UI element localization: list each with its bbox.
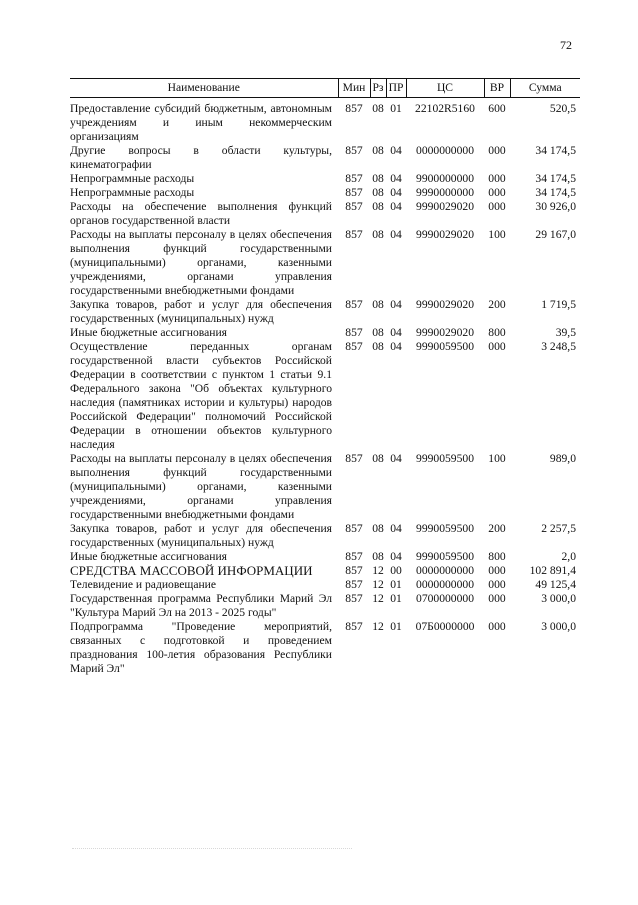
cell-vr: 100 — [488, 452, 506, 465]
section-row — [70, 564, 580, 578]
header-rz: Рз — [370, 79, 386, 98]
cell-rz: 12 — [372, 592, 384, 605]
cell-name: Иные бюджетные ассигнования — [70, 550, 227, 563]
cell-name: Подпрограмма "Проведение мероприятий, связанных с подготовкой и проведением празднования 100-летия образования Республики Марий Эл" — [70, 620, 332, 675]
cell-name: Расходы на выплаты персоналу в целях обеспечения выполнения функций государственными (муниципальными) органами, казенными учреждениями, органами управления государственными внебюджетными фондами — [70, 228, 332, 297]
cell-sum: 29 167,0 — [535, 228, 576, 241]
cell-sum: 3 248,5 — [541, 340, 576, 353]
cell-vr: 100 — [488, 228, 506, 241]
cell-vr: 000 — [488, 578, 506, 591]
header-sum: Сумма — [510, 79, 580, 98]
cell-min: 857 — [345, 172, 363, 185]
table-row — [70, 522, 580, 550]
cell-pr: 00 — [390, 564, 402, 577]
cell-min: 857 — [345, 144, 363, 157]
cell-min: 857 — [345, 620, 363, 633]
table-row — [70, 550, 580, 564]
cell-sum: 49 125,4 — [535, 578, 576, 591]
cell-pr: 04 — [390, 172, 402, 185]
cell-rz: 08 — [372, 326, 384, 339]
cell-vr: 200 — [488, 522, 506, 535]
table-row — [70, 98, 580, 145]
cell-cs: 0000000000 — [416, 144, 474, 157]
cell-name: Расходы на выплаты персоналу в целях обеспечения выполнения функций государственными (муниципальными) органами, казенными учреждениями, органами управления государственными внебюджетными фондами — [70, 452, 332, 521]
header-name: Наименование — [70, 79, 338, 98]
cell-vr: 000 — [488, 200, 506, 213]
cell-cs: 22102R5160 — [415, 102, 475, 115]
cell-cs: 9990059500 — [416, 452, 474, 465]
cell-name: Телевидение и радиовещание — [70, 578, 217, 591]
cell-sum: 34 174,5 — [535, 172, 576, 185]
cell-sum: 989,0 — [549, 452, 576, 465]
cell-name: СРЕДСТВА МАССОВОЙ ИНФОРМАЦИИ — [70, 563, 313, 578]
cell-min: 857 — [345, 186, 363, 199]
budget-table — [70, 78, 580, 676]
cell-pr: 04 — [390, 228, 402, 241]
cell-vr: 000 — [488, 592, 506, 605]
cell-cs: 07Б0000000 — [415, 620, 475, 633]
header-vr: ВР — [484, 79, 510, 98]
cell-cs: 9990029020 — [416, 228, 474, 241]
table-row — [70, 452, 580, 522]
cell-min: 857 — [345, 550, 363, 563]
cell-sum: 34 174,5 — [535, 144, 576, 157]
cell-min: 857 — [345, 326, 363, 339]
cell-min: 857 — [345, 102, 363, 115]
cell-min: 857 — [345, 200, 363, 213]
cell-rz: 08 — [372, 200, 384, 213]
cell-rz: 08 — [372, 452, 384, 465]
table-row — [70, 298, 580, 326]
page-number: 72 — [560, 38, 572, 52]
cell-vr: 000 — [488, 144, 506, 157]
cell-vr: 600 — [488, 102, 506, 115]
cell-name: Осуществление переданных органам государственной власти субъектов Российской Федерации в соответствии с пунктом 1 статьи 9.1 Федерального закона "Об объектах культурного наследия (памятниках истории и культуры) народов Российской Федерации" полномочий Российской Федерации в отношении объектов культурного наследия — [70, 340, 332, 451]
cell-rz: 08 — [372, 550, 384, 563]
cell-name: Государственная программа Республики Марий Эл "Культура Марий Эл на 2013 - 2025 годы" — [70, 592, 332, 619]
table-row — [70, 144, 580, 172]
cell-min: 857 — [345, 340, 363, 353]
cell-min: 857 — [345, 522, 363, 535]
cell-pr: 04 — [390, 550, 402, 563]
cell-cs: 0000000000 — [416, 578, 474, 591]
cell-rz: 08 — [372, 340, 384, 353]
cell-vr: 000 — [488, 564, 506, 577]
header-cs: ЦС — [406, 79, 484, 98]
cell-name: Предоставление субсидий бюджетным, автономным учреждениям и иным некоммерческим организациям — [70, 102, 332, 143]
table-header — [70, 79, 580, 98]
cell-vr: 000 — [488, 172, 506, 185]
header-pr: ПР — [386, 79, 406, 98]
cell-pr: 04 — [390, 186, 402, 199]
cell-vr: 800 — [488, 550, 506, 563]
table-row — [70, 186, 580, 200]
cell-vr: 000 — [488, 620, 506, 633]
cell-rz: 08 — [372, 186, 384, 199]
table-row — [70, 578, 580, 592]
cell-cs: 0700000000 — [416, 592, 474, 605]
table-row — [70, 172, 580, 186]
table-body — [70, 98, 580, 677]
cell-sum: 2 257,5 — [541, 522, 576, 535]
cell-rz: 08 — [372, 298, 384, 311]
cell-cs: 9990059500 — [416, 522, 474, 535]
cell-pr: 04 — [390, 340, 402, 353]
cell-sum: 3 000,0 — [541, 620, 576, 633]
cell-sum: 39,5 — [555, 326, 576, 339]
cell-pr: 04 — [390, 298, 402, 311]
cell-pr: 04 — [390, 326, 402, 339]
cell-pr: 04 — [390, 452, 402, 465]
cell-sum: 520,5 — [549, 102, 576, 115]
cell-min: 857 — [345, 578, 363, 591]
cell-rz: 08 — [372, 102, 384, 115]
cell-pr: 01 — [390, 102, 402, 115]
cell-cs: 9990029020 — [416, 326, 474, 339]
cell-cs: 9990029020 — [416, 298, 474, 311]
cell-cs: 9990029020 — [416, 200, 474, 213]
cell-cs: 9990059500 — [416, 550, 474, 563]
cell-cs: 9990000000 — [416, 186, 474, 199]
cell-rz: 08 — [372, 144, 384, 157]
cell-name: Непрограммные расходы — [70, 186, 195, 199]
cell-name: Расходы на обеспечение выполнения функций органов государственной власти — [70, 200, 332, 227]
table-row — [70, 592, 580, 620]
cell-rz: 12 — [372, 578, 384, 591]
cell-vr: 800 — [488, 326, 506, 339]
cell-min: 857 — [345, 452, 363, 465]
cell-rz: 08 — [372, 228, 384, 241]
cell-rz: 08 — [372, 522, 384, 535]
cell-sum: 2,0 — [561, 550, 576, 563]
cell-name: Иные бюджетные ассигнования — [70, 326, 227, 339]
cell-name: Непрограммные расходы — [70, 172, 195, 185]
cell-cs: 9900000000 — [416, 172, 474, 185]
table-row — [70, 620, 580, 676]
table-row — [70, 340, 580, 452]
cell-sum: 30 926,0 — [535, 200, 576, 213]
cell-vr: 000 — [488, 186, 506, 199]
cell-pr: 04 — [390, 522, 402, 535]
cell-min: 857 — [345, 564, 363, 577]
cell-vr: 000 — [488, 340, 506, 353]
table-row — [70, 326, 580, 340]
cell-name: Закупка товаров, работ и услуг для обеспечения государственных (муниципальных) нужд — [70, 522, 332, 549]
cell-pr: 04 — [390, 144, 402, 157]
cell-sum: 102 891,4 — [529, 564, 576, 577]
cell-min: 857 — [345, 228, 363, 241]
cell-name: Другие вопросы в области культуры, кинематографии — [70, 144, 332, 171]
cell-sum: 34 174,5 — [535, 186, 576, 199]
cell-rz: 12 — [372, 620, 384, 633]
cell-sum: 3 000,0 — [541, 592, 576, 605]
cell-pr: 01 — [390, 578, 402, 591]
cell-pr: 01 — [390, 620, 402, 633]
cell-vr: 200 — [488, 298, 506, 311]
cell-pr: 04 — [390, 200, 402, 213]
cell-cs: 0000000000 — [416, 564, 474, 577]
cell-rz: 08 — [372, 172, 384, 185]
scan-artifact — [72, 848, 352, 849]
cell-min: 857 — [345, 298, 363, 311]
table-row — [70, 200, 580, 228]
cell-min: 857 — [345, 592, 363, 605]
cell-rz: 12 — [372, 564, 384, 577]
table-row — [70, 228, 580, 298]
cell-sum: 1 719,5 — [541, 298, 576, 311]
header-min: Мин — [338, 79, 370, 98]
cell-cs: 9990059500 — [416, 340, 474, 353]
cell-pr: 01 — [390, 592, 402, 605]
cell-name: Закупка товаров, работ и услуг для обеспечения государственных (муниципальных) нужд — [70, 298, 332, 325]
